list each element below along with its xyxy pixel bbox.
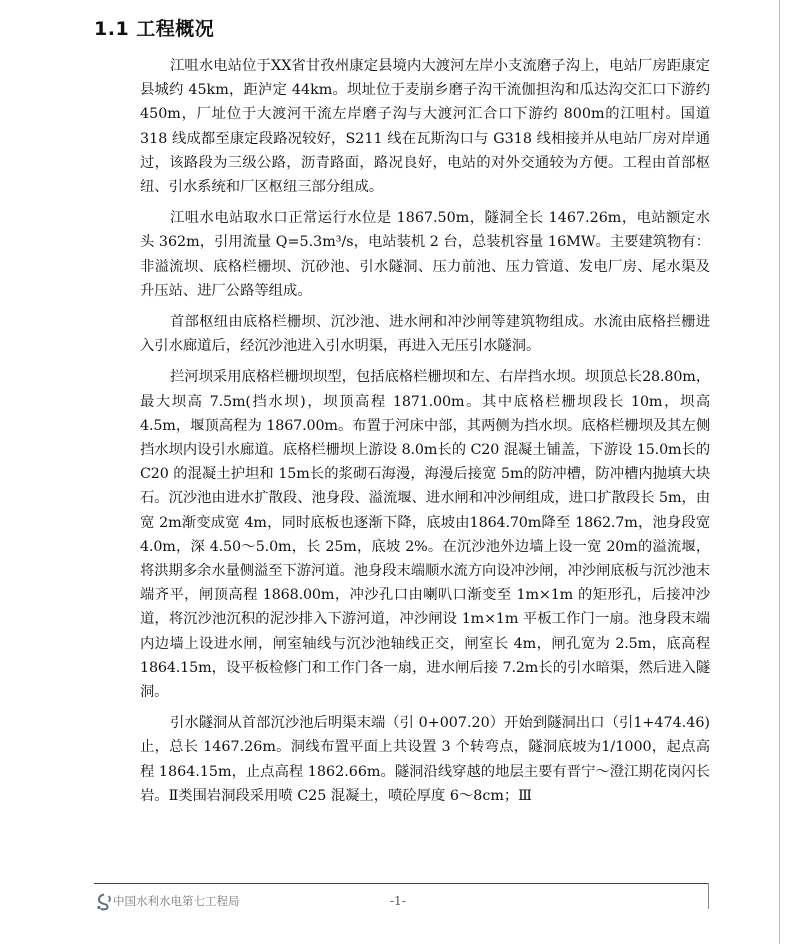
footer-organization: 中国水利水电第七工程局	[113, 894, 240, 908]
footer-divider	[94, 883, 708, 884]
paragraph-headworks: 首部枢纽由底格栏栅坝、沉沙池、进水闸和冲沙闸等建筑物组成。水流由底格拦栅进入引水廊道后，经沉沙池进入引水明渠，再进入无压引水隧洞。	[140, 314, 710, 355]
page-right-border	[779, 0, 780, 944]
footer-corner-mark	[708, 883, 709, 909]
section-heading: 1.1 工程概况	[94, 18, 215, 40]
hydropower-logo-icon	[95, 893, 113, 911]
paragraph-tunnel: 引水隧洞从首部沉沙池后明渠末端（引 0+007.20）开始到隧洞出口（引1+474.46)止，总长 1467.26m。洞线布置平面上共设置 3 个转弯点，隧洞底坡为1/1000，起点高程 1864.15m，止点高程 1862.66m。隧洞沿线穿越的地层主要有晋宁～澄江期花岗闪长岩。Ⅱ类围岩洞段采用喷 C25 混凝土，喷砼厚度 6～8cm；Ⅲ	[140, 715, 710, 804]
document-body	[140, 54, 710, 815]
paragraph-dam: 拦河坝采用底格栏栅坝坝型，包括底格栏栅坝和左、右岸挡水坝。坝顶总长28.80m，最大坝高 7.5m(挡水坝)，坝顶高程 1871.00m。其中底格栏栅坝段长 10m，坝高 4.5m，堰顶高程为 1867.00m。布置于河床中部，其两侧为挡水坝。底格栏栅坝及其左侧挡水坝内设引水廊道。底格栏栅坝上游设 8.0m长的 C20 混凝土铺盖，下游设 15.0m长的C20 的混凝土护坦和 15m长的浆砌石海漫，海漫后接宽 5m的防冲槽，防冲槽内抛填大块石。沉沙池由进水扩散段、池身段、溢流堰、进水闸和冲沙闸组成，进口扩散段长 5m，由宽 2m渐变成宽 4m，同时底板也逐渐下降，底坡由1864.70m降至 1862.7m，池身段宽 4.0m，深 4.50～5.0m，长 25m，底坡 2%。在沉沙池外边墙上设一宽 20m的溢流堰，将洪期多余水量侧溢至下游河道。池身段末端顺水流方向设冲沙闸，冲沙闸底板与沉沙池末端齐平，闸顶高程 1868.00m，冲沙孔口由喇叭口渐变至 1m×1m 的矩形孔，后接冲沙道，将沉沙池沉积的泥沙排入下游河道，冲沙闸设 1m×1m 平板工作门一扇。池身段末端内边墙上设进水闸，闸室轴线与沉沙池轴线正交，闸室长 4m，闸孔宽为 2.5m，底高程 1864.15m，设平板检修门和工作门各一扇，进水闸后接 7.2m长的引水暗渠，然后进入隧洞。	[140, 369, 710, 701]
paragraph-parameters: 江咀水电站取水口正常运行水位是 1867.50m，隧洞全长 1467.26m，电站额定水头 362m，引用流量 Q=5.3m³/s，电站装机 2 台，总装机容量 16MW。主要建筑物有：非溢流坝、底格栏栅坝、沉砂池、引水隧洞、压力前池、压力管道、发电厂房、尾水渠及升压站、进厂公路等组成。	[140, 210, 710, 299]
page-number: -1-	[390, 894, 406, 908]
paragraph-overview: 江咀水电站位于XX省甘孜州康定县境内大渡河左岸小支流磨子沟上，电站厂房距康定县城约 45km，距泸定 44km。坝址位于麦崩乡磨子沟干流伽担沟和瓜达沟交汇口下游约 450m，厂址位于大渡河干流左岸磨子沟与大渡河汇合口下游约 800m的江咀村。国道 318 线成都至康定段路况较好，S211 线在瓦斯沟口与 G318 线相接并从电站厂房对岸通过，该路段为三级公路，沥青路面，路况良好，电站的对外交通较为方便。工程由首部枢纽、引水系统和厂区枢纽三部分组成。	[140, 58, 710, 196]
